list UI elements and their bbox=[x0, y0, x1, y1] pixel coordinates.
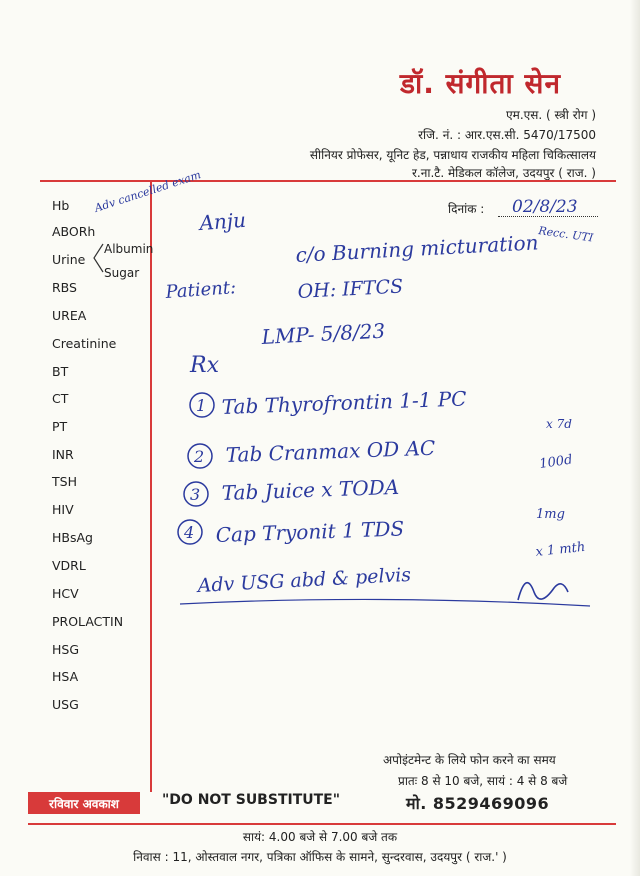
residence-address: निवास : 11, ओस्तवाल नगर, पत्रिका ऑफिस के सामने, सुन्दरवास, उदयपुर ( राज.' ) bbox=[133, 850, 507, 864]
test-hb: Hb bbox=[52, 198, 70, 213]
test-urine: Urine bbox=[52, 252, 86, 267]
designation: सीनियर प्रोफेसर, यूनिट हेड, पन्नाधाय राजकीय महिला चिकित्सालय bbox=[309, 148, 596, 162]
hw-date-note: Recc. UTI bbox=[537, 224, 594, 245]
hw-num-2: 2 bbox=[194, 447, 205, 466]
do-not-substitute: "DO NOT SUBSTITUTE" bbox=[162, 792, 341, 808]
test-tsh: TSH bbox=[52, 474, 77, 489]
test-ct: CT bbox=[52, 391, 69, 406]
test-urea: UREA bbox=[52, 308, 87, 323]
test-prolactin: PROLACTIN bbox=[52, 614, 124, 629]
test-hcv: HCV bbox=[52, 586, 79, 601]
hw-num-3: 3 bbox=[190, 485, 201, 504]
test-inr: INR bbox=[52, 447, 74, 462]
sunday-holiday-badge: रविवार अवकाश bbox=[28, 792, 140, 814]
urine-brace-icon bbox=[92, 243, 104, 273]
hw-med-1-duration: x 7d bbox=[546, 417, 572, 431]
hw-lmp: LMP- 5/8/23 bbox=[261, 318, 386, 349]
hw-rx-symbol: Rx bbox=[190, 353, 219, 378]
doctor-name: डॉ. संगीता सेन bbox=[400, 67, 561, 100]
date-line bbox=[498, 216, 598, 217]
hw-underline bbox=[180, 599, 590, 606]
hw-med-4-duration: x 1 mth bbox=[534, 539, 586, 560]
tests-list bbox=[0, 0, 154, 800]
college: र.ना.टै. मेडिकल कॉलेज, उदयपुर ( राज. ) bbox=[411, 166, 596, 180]
test-usg: USG bbox=[52, 697, 79, 712]
hw-circle-4 bbox=[178, 520, 202, 544]
hw-circle-1 bbox=[190, 393, 214, 417]
hw-med-1: Tab Thyrofrontin 1-1 PC bbox=[221, 386, 467, 419]
evening-hours: सायं: 4.00 बजे से 7.00 बजे तक bbox=[242, 830, 398, 844]
test-creatinine: Creatinine bbox=[52, 336, 117, 351]
test-hiv: HIV bbox=[52, 502, 74, 517]
hw-top-note: Adv cancelled exam bbox=[92, 168, 203, 215]
test-vdrl: VDRL bbox=[52, 558, 86, 573]
test-hsa: HSA bbox=[52, 669, 79, 684]
hw-complaint: c/o Burning micturation bbox=[295, 230, 540, 267]
date-label: दिनांक : bbox=[448, 202, 485, 216]
appointment-heading: अपोइंटमेन्ट के लिये फोन करने का समय bbox=[383, 753, 556, 767]
test-pt: PT bbox=[52, 419, 68, 434]
hw-patient-label: Patient: bbox=[164, 277, 237, 303]
phone-number[interactable]: मो. 8529469096 bbox=[406, 794, 550, 813]
hw-advice: Adv USG abd & pelvis bbox=[197, 563, 412, 597]
hw-obstetric-history: OH: IFTCS bbox=[297, 275, 404, 303]
hw-med-3-duration: 1mg bbox=[536, 507, 565, 522]
registration-number: रजि. नं. : आर.एस.सी. 5470/17500 bbox=[418, 128, 596, 142]
sidebar-divider bbox=[150, 180, 152, 792]
hw-med-4: Cap Tryonit 1 TDS bbox=[215, 516, 405, 547]
hw-num-4: 4 bbox=[184, 523, 195, 542]
test-bt: BT bbox=[52, 364, 69, 379]
footer-divider bbox=[28, 823, 616, 825]
hw-date: 02/8/23 bbox=[512, 197, 578, 217]
hw-med-3: Tab Juice x TODA bbox=[221, 474, 400, 505]
hw-num-1: 1 bbox=[196, 396, 207, 415]
test-urine-albumin: Albumin bbox=[104, 242, 154, 256]
test-rbs: RBS bbox=[52, 280, 77, 295]
qualification: एम.एस. ( स्त्री रोग ) bbox=[506, 108, 596, 122]
paper-edge bbox=[630, 0, 640, 876]
hw-circle-2 bbox=[188, 444, 212, 468]
hw-med-2-duration: 100d bbox=[538, 452, 574, 472]
signature-scribble bbox=[518, 583, 568, 600]
test-hsg: HSG bbox=[52, 642, 80, 657]
hw-patient-name: Anju bbox=[198, 207, 247, 235]
test-aborh: ABORh bbox=[52, 224, 96, 239]
test-hbsag: HBsAg bbox=[52, 530, 93, 545]
hw-circle-3 bbox=[184, 482, 208, 506]
hw-med-2: Tab Cranmax OD AC bbox=[225, 435, 436, 467]
test-urine-sugar: Sugar bbox=[104, 266, 140, 280]
appointment-hours: प्रातः 8 से 10 बजे, सायं : 4 से 8 बजे bbox=[398, 774, 568, 788]
